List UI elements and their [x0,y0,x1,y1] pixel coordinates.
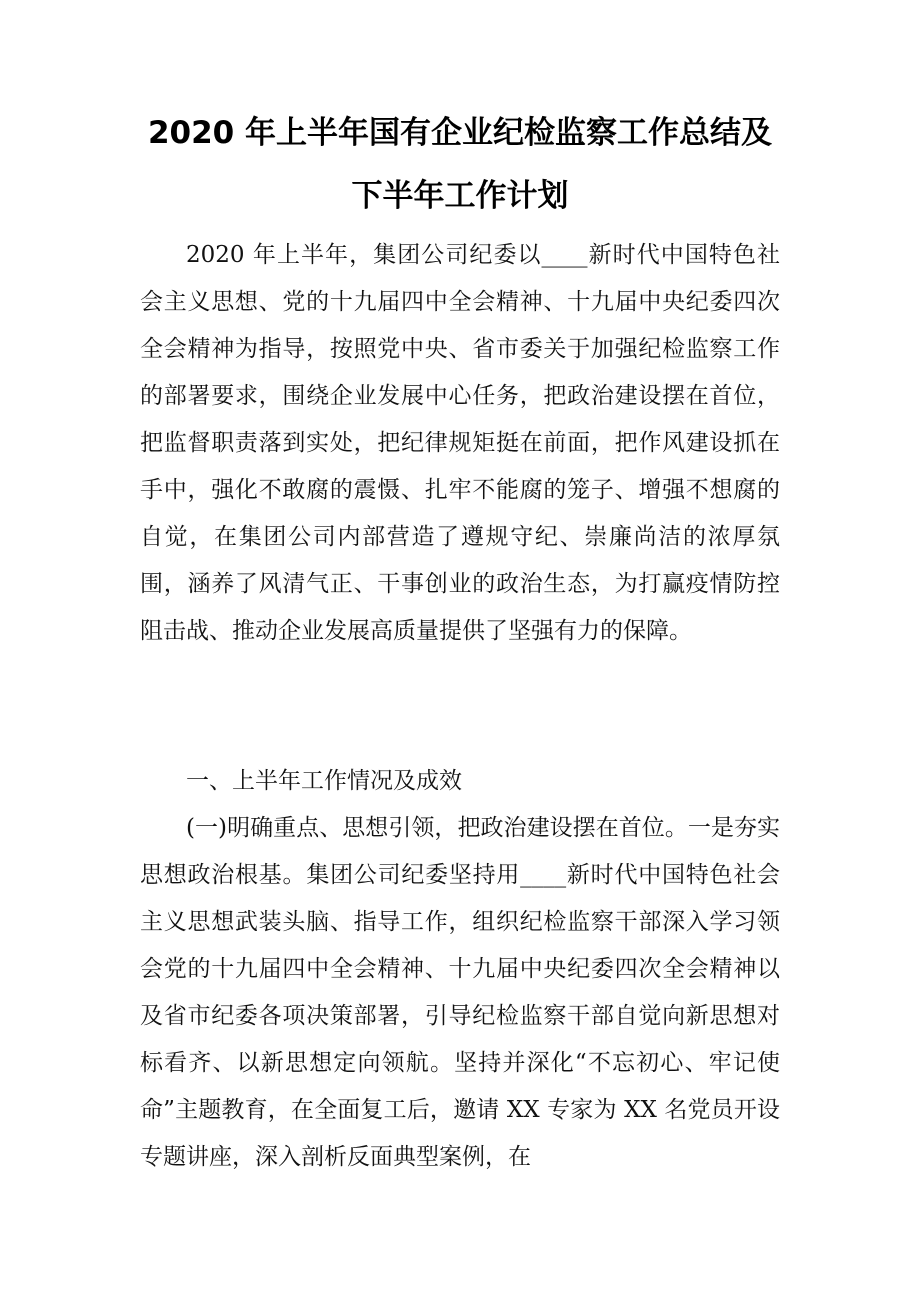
document-title-line-2: 下半年工作计划 [351,178,569,214]
section-heading-block [140,758,780,805]
document-title-line-1: 2020 年上半年国有企业纪检监察工作总结及 [147,115,773,151]
section-paragraph: (一)明确重点、思想引领，把政治建设摆在首位。一是夯实思想政治根基。集团公司纪委坚持用____新时代中国特色社会主义思想武装头脑、指导工作，组织纪检监察干部深入学习领会党的十九届四中全会精神、十九届中央纪委四次全会精神以及省市纪委各项决策部署，引导纪检监察干部自觉向新思想对标看齐、以新思想定向领航。坚持并深化“不忘初心、牢记使命”主题教育，在全面复工后，邀请 XX 专家为 XX 名党员开设专题讲座，深入剖析反面典型案例，在 [140,815,780,1170]
intro-paragraph: 2020 年上半年，集团公司纪委以____新时代中国特色社会主义思想、党的十九届四中全会精神、十九届中央纪委四次全会精神为指导，按照党中央、省市委关于加强纪检监察工作的部署要求，围绕企业发展中心任务，把政治建设摆在首位，把监督职责落到实处，把纪律规矩挺在前面，把作风建设抓在手中，强化不敢腐的震慑、扎牢不能腐的笼子、增强不想腐的自觉，在集团公司内部营造了遵规守纪、崇廉尚洁的浓厚氛围，涵养了风清气正、干事创业的政治生态，为打赢疫情防控阻击战、推动企业发展高质量提供了坚强有力的保障。 [140,242,780,644]
section-heading: 一、上半年工作情况及成效 [186,768,462,794]
section-paragraph-block [140,805,780,1181]
intro-paragraph-block [140,232,780,655]
